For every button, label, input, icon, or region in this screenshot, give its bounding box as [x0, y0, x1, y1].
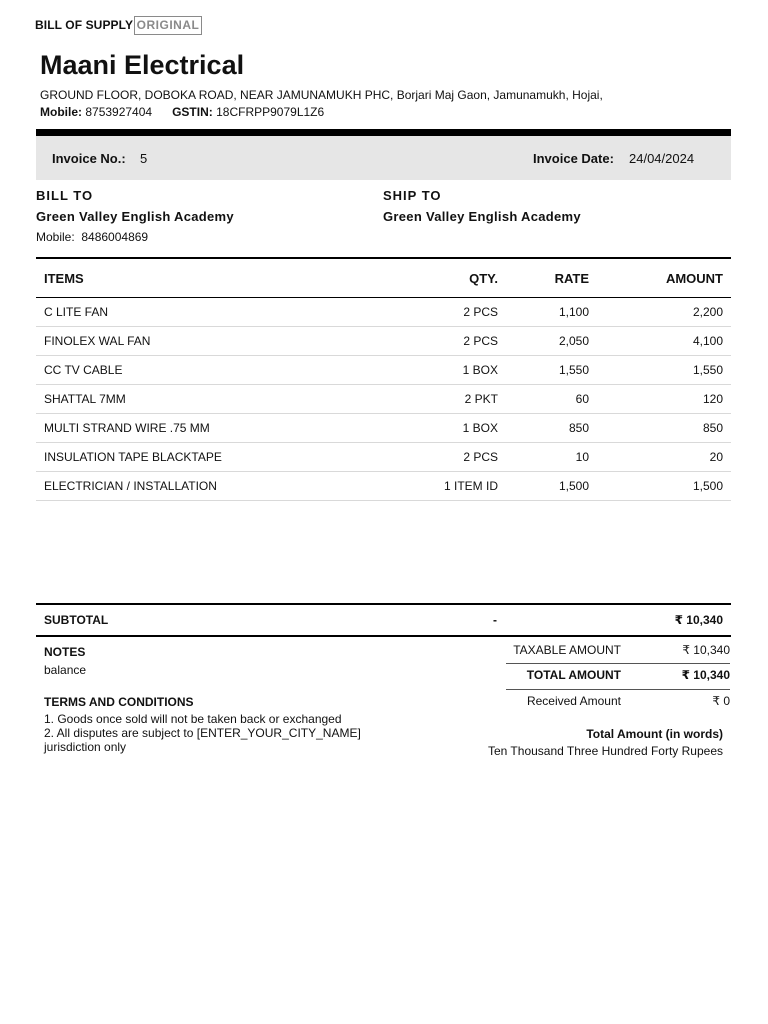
item-rate: 1,500	[506, 472, 597, 501]
item-name: C LITE FAN	[36, 298, 416, 327]
item-name: SHATTAL 7MM	[36, 385, 416, 414]
item-amount: 2,200	[597, 298, 731, 327]
terms-title: TERMS AND CONDITIONS	[44, 695, 194, 709]
item-name: CC TV CABLE	[36, 356, 416, 385]
document-type: BILL OF SUPPLY	[35, 18, 134, 32]
item-qty: 1 ITEM ID	[416, 472, 506, 501]
table-row	[36, 298, 731, 327]
table-row	[36, 472, 731, 501]
header-qty: QTY.	[416, 258, 506, 298]
item-rate: 1,550	[506, 356, 597, 385]
invoice-info-bar	[36, 136, 731, 180]
header-amount: AMOUNT	[597, 258, 731, 298]
item-rate: 850	[506, 414, 597, 443]
amount-in-words-value: Ten Thousand Three Hundred Forty Rupees	[487, 744, 723, 758]
subtotal-row	[36, 603, 731, 637]
header-items: ITEMS	[36, 258, 416, 298]
total-amount-label: TOTAL AMOUNT	[526, 668, 621, 682]
total-amount-value: ₹ 10,340	[681, 668, 730, 682]
item-amount: 20	[597, 443, 731, 472]
invoice-date-label: Invoice Date:	[533, 151, 614, 166]
header-rate: RATE	[506, 258, 597, 298]
table-row	[36, 327, 731, 356]
table-row	[36, 356, 731, 385]
item-rate: 60	[506, 385, 597, 414]
item-qty: 2 PCS	[416, 298, 506, 327]
bill-to-label: BILL TO	[36, 188, 94, 203]
item-rate: 2,050	[506, 327, 597, 356]
ship-to-name: Green Valley English Academy	[383, 209, 581, 224]
table-row	[36, 385, 731, 414]
summary-divider	[506, 663, 730, 664]
bill-to-mobile	[36, 230, 148, 244]
invoice-date: 24/04/2024	[629, 151, 695, 166]
company-mobile-label: Mobile:	[40, 105, 82, 119]
item-name: FINOLEX WAL FAN	[36, 327, 416, 356]
taxable-amount-label: TAXABLE AMOUNT	[513, 643, 621, 657]
subtotal-label: SUBTOTAL	[44, 613, 109, 627]
table-row	[36, 414, 731, 443]
company-mobile: 8753927404	[85, 105, 153, 119]
item-name: INSULATION TAPE BLACKTAPE	[36, 443, 416, 472]
company-contacts	[40, 105, 324, 119]
company-name: Maani Electrical	[40, 50, 245, 80]
item-amount: 1,550	[597, 356, 731, 385]
item-name: MULTI STRAND WIRE .75 MM	[36, 414, 416, 443]
item-amount: 850	[597, 414, 731, 443]
ship-to-label: SHIP TO	[383, 188, 442, 203]
items-header-row	[36, 258, 731, 298]
item-amount: 1,500	[597, 472, 731, 501]
item-rate: 10	[506, 443, 597, 472]
item-qty: 1 BOX	[416, 414, 506, 443]
invoice-number: 5	[140, 151, 148, 166]
amount-in-words-label: Total Amount (in words)	[586, 727, 723, 741]
bill-to-mobile-value: 8486004869	[81, 230, 149, 244]
copy-badge: ORIGINAL	[134, 16, 202, 35]
item-qty: 1 BOX	[416, 356, 506, 385]
company-address: GROUND FLOOR, DOBOKA ROAD, NEAR JAMUNAMUKH PHC, Borjari Maj Gaon, Jamunamukh, Hojai,	[40, 88, 603, 102]
bill-to-mobile-label: Mobile:	[36, 230, 75, 244]
table-row	[36, 443, 731, 472]
received-amount-label: Received Amount	[526, 694, 621, 708]
item-qty: 2 PKT	[416, 385, 506, 414]
company-gstin: 18CFRPP9079L1Z6	[216, 105, 325, 119]
item-rate: 1,100	[506, 298, 597, 327]
company-gstin-label: GSTIN:	[172, 105, 213, 119]
terms-line: 2. All disputes are subject to [ENTER_YOUR_CITY_NAME] jurisdiction only	[44, 726, 361, 754]
subtotal-qty: -	[493, 613, 497, 627]
item-qty: 2 PCS	[416, 443, 506, 472]
header-divider	[36, 129, 731, 136]
item-name: ELECTRICIAN / INSTALLATION	[36, 472, 416, 501]
received-amount-value: ₹ 0	[712, 694, 730, 708]
item-amount: 120	[597, 385, 731, 414]
taxable-amount-value: ₹ 10,340	[682, 643, 730, 657]
item-amount: 4,100	[597, 327, 731, 356]
bill-to-name: Green Valley English Academy	[36, 209, 234, 224]
item-qty: 2 PCS	[416, 327, 506, 356]
notes-text: balance	[44, 663, 87, 677]
summary-divider	[506, 689, 730, 690]
items-table	[36, 257, 731, 501]
invoice-number-label: Invoice No.:	[52, 151, 126, 166]
terms-line: 1. Goods once sold will not be taken back or exchanged	[44, 712, 342, 726]
subtotal-amount: ₹ 10,340	[674, 613, 723, 627]
notes-title: NOTES	[44, 645, 86, 659]
